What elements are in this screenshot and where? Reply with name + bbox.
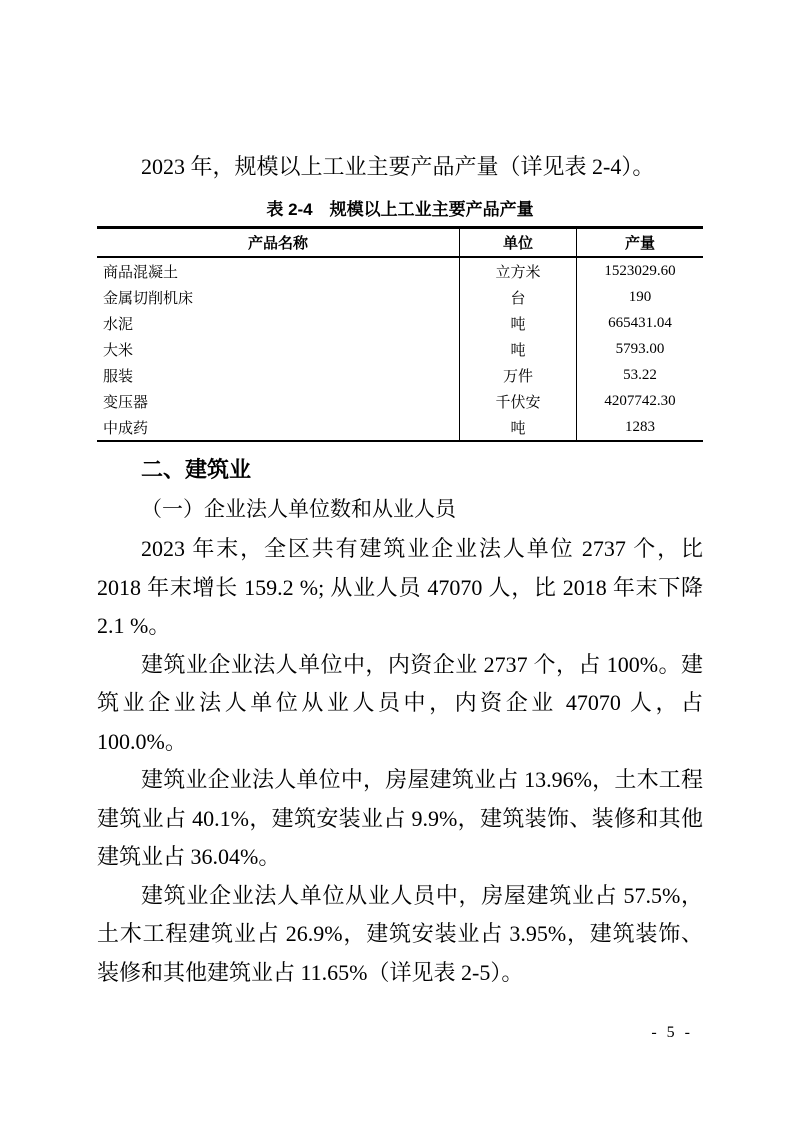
page-content [97, 0, 703, 992]
table-row [97, 362, 703, 388]
output-value-cell: 4207742.30 [577, 388, 704, 414]
subsection-heading-legal-entities: （一）企业法人单位数和从业人员 [141, 497, 456, 521]
table-row [97, 284, 703, 310]
product-name-cell: 大米 [103, 342, 134, 359]
product-name-cell: 变压器 [103, 394, 149, 411]
output-value-cell: 1283 [577, 414, 704, 441]
output-value-cell: 53.22 [577, 362, 704, 388]
column-header-output: 产量 [577, 228, 704, 258]
body-paragraph: 建筑业企业法人单位从业人员中，房屋建筑业占 57.5%，土木工程建筑业占 26.9%，建筑安装业占 3.95%，建筑装饰、装修和其他建筑业占 11.65%（详见表 2-5）。 [97, 882, 703, 985]
table-row [97, 414, 703, 441]
unit-cell: 吨 [460, 310, 577, 336]
product-name-cell: 中成药 [103, 420, 149, 437]
product-name-cell: 金属切削机床 [103, 290, 194, 307]
product-name-cell: 水泥 [103, 316, 134, 333]
page-number: - 5 - [651, 1024, 693, 1041]
section-heading-construction: 二、建筑业 [141, 457, 252, 482]
table-row [97, 257, 703, 284]
product-name-cell: 商品混凝土 [103, 264, 179, 281]
table-row [97, 388, 703, 414]
table-body [97, 257, 703, 441]
unit-cell: 吨 [460, 414, 577, 441]
body-paragraph: 建筑业企业法人单位中，内资企业 2737 个，占 100%。建筑业企业法人单位从业人员中，内资企业 47070 人，占 100.0%。 [97, 651, 703, 754]
unit-cell: 台 [460, 284, 577, 310]
intro-paragraph: 2023 年，规模以上工业主要产品产量（详见表 2-4）。 [141, 154, 655, 179]
unit-cell: 千伏安 [460, 388, 577, 414]
product-name-cell: 服装 [103, 368, 134, 385]
unit-cell: 立方米 [460, 257, 577, 284]
table-header [97, 228, 703, 258]
table-title: 表 2-4 规模以上工业主要产品产量 [266, 200, 534, 219]
output-value-cell: 5793.00 [577, 336, 704, 362]
table-row [97, 310, 703, 336]
column-header-unit: 单位 [460, 228, 577, 258]
output-value-cell: 1523029.60 [577, 257, 704, 284]
products-output-table [97, 226, 703, 442]
column-header-product-name: 产品名称 [97, 228, 460, 258]
table-header-row [97, 228, 703, 258]
body-paragraph: 2023 年末，全区共有建筑业企业法人单位 2737 个，比 2018 年末增长 159.2 %; 从业人员 47070 人，比 2018 年末下降 2.1 %。 [97, 536, 703, 638]
output-value-cell: 665431.04 [577, 310, 704, 336]
unit-cell: 万件 [460, 362, 577, 388]
body-paragraph: 建筑业企业法人单位中，房屋建筑业占 13.96%，土木工程建筑业占 40.1%，建筑安装业占 9.9%，建筑装饰、装修和其他建筑业占 36.04%。 [97, 767, 703, 869]
unit-cell: 吨 [460, 336, 577, 362]
output-value-cell: 190 [577, 284, 704, 310]
table-row [97, 336, 703, 362]
